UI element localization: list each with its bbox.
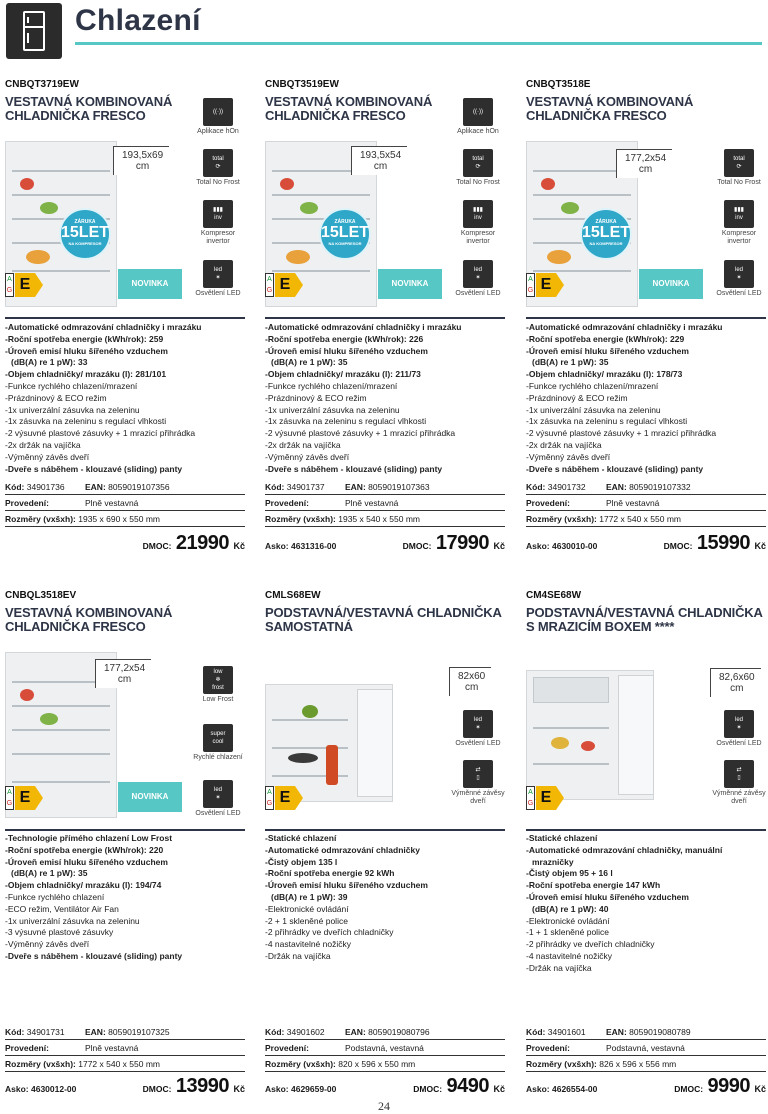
product-name: VESTAVNÁ KOMBINOVANÁ CHLADNIČKA FRESCO [5,94,173,123]
spec-item: -2 výsuvné plastové zásuvky + 1 mrazicí přihrádka [5,428,196,439]
spec-item: -Funkce rychlého chlazení/mrazení [526,380,659,391]
product-card [5,590,249,1097]
spec-item: -Držák na vajíčka [265,950,331,961]
price-row [5,1074,245,1098]
execution-line: Provedení: Podstavná, vestavná [265,1042,505,1056]
energy-label: A G E [526,786,564,810]
dimensions-line: Rozměry (vxšxh): 1935 x 690 x 550 mm [5,513,245,527]
price-row [526,1074,766,1098]
feature-app: ((·)) Aplikace hOn [449,98,507,136]
spec-item: -Čistý objem 135 l [265,856,338,867]
spec-item: -Prázdninový & ECO režim [526,392,628,403]
novinka-badge: NOVINKA [378,269,442,299]
spec-list [5,833,245,963]
spec-item: -ECO režim, Ventilátor Air Fan [5,903,119,914]
price: DMOC: 15990 Kč [663,532,766,554]
spec-item: -1x zásuvka na zeleninu s regulací vlhkosti [265,416,427,427]
warranty-badge: ZÁRUKA 15LET NA KOMPRESOR [319,208,371,260]
spec-item: -1x zásuvka na zeleninu s regulací vlhkosti [5,416,167,427]
spec-item: -2 výsuvné plastové zásuvky + 1 mrazicí přihrádka [265,428,456,439]
product-name: VESTAVNÁ KOMBINOVANÁ CHLADNIČKA FRESCO [5,605,173,634]
dimensions-label: 193,5x54 cm [351,146,407,175]
nofrost-icon: total ⟳ [203,149,233,177]
spec-item: -Elektronické ovládání [265,903,349,914]
dimensions-label: 177,2x54 cm [95,659,151,688]
spec-item: -Úroveň emisí hluku šířeného vzduchem [265,345,428,356]
price-row [5,529,245,555]
spec-item: -1x univerzální zásuvka na zeleninu [5,915,140,926]
spec-item: (dB(A) re 1 pW): 35 [271,357,348,368]
lowfrost-icon: low ❄ frost [203,666,233,694]
spec-item: -1x univerzální zásuvka na zeleninu [5,404,140,415]
spec-item: -4 nastavitelné nožičky [526,950,612,961]
supercool-icon: super cool [203,724,233,752]
code-line: Kód: 34901737 EAN: 8059019107363 [265,481,505,495]
divider [5,317,245,319]
feature-supercool: super cool Rychlé chlazení [189,724,247,762]
spec-item: -Úroveň emisí hluku šířeného vzduchem [526,345,689,356]
asko-code: Asko: 4631316-00 [265,541,337,551]
spec-item: -2 výsuvné plastové zásuvky + 1 mrazicí přihrádka [526,428,717,439]
spec-item: -Roční spotřeba energie (kWh/rok): 259 [5,333,164,344]
spec-item: -Objem chladničky/ mrazáku (l): 178/73 [526,369,683,380]
dimensions-line: Rozměry (vxšxh): 820 x 596 x 550 mm [265,1058,505,1072]
execution-line: Provedení: Plně vestavná [265,497,505,511]
energy-label: A G E [526,273,564,297]
spec-item: -1x univerzální zásuvka na zeleninu [526,404,661,415]
spec-item: -Úroveň emisí hluku šířeného vzduchem [265,880,428,891]
spec-item: -Roční spotřeba energie 92 kWh [265,868,395,879]
spec-item: -Úroveň emisí hluku šířeného vzduchem [526,891,689,902]
novinka-badge: NOVINKA [118,269,182,299]
product-name: VESTAVNÁ KOMBINOVANÁ CHLADNIČKA FRESCO [526,94,694,123]
asko-code: Asko: 4629659-00 [265,1084,337,1094]
feature-lowfrost: low ❄ frost Low Frost [189,666,247,704]
led-icon: led ✶ [203,780,233,808]
dimensions-label: 177,2x54 cm [616,149,672,178]
product-card [265,590,509,1097]
inverter-icon: ▮▮▮ inv [724,200,754,228]
inverter-icon: ▮▮▮ inv [203,200,233,228]
spec-item: -Dveře s náběhem - klouzavé (sliding) panty [265,463,443,474]
spec-item: -2 přihrádky ve dveřích chladničky [265,927,394,938]
spec-item: (dB(A) re 1 pW): 33 [11,357,88,368]
spec-item: -Roční spotřeba energie (kWh/rok): 226 [265,333,424,344]
price-row [265,529,505,555]
price-row [526,529,766,555]
spec-item: -Funkce rychlého chlazení/mrazení [5,380,138,391]
spec-item: -Výměnný závěs dveří [265,451,350,462]
feature-app: ((·)) Aplikace hOn [189,98,247,136]
price-row [265,1074,505,1098]
spec-item: (dB(A) re 1 pW): 35 [11,868,88,879]
led-icon: led ✶ [724,710,754,738]
product-code: CNBQT3519EW [265,79,339,90]
feature-inverter: ▮▮▮ inv Kompresor invertor [189,200,247,246]
fridge-icon [6,3,62,59]
spec-item: -Funkce rychlého chlazení/mrazení [265,380,398,391]
price: DMOC: 17990 Kč [402,532,505,554]
spec-item: -Výměnný závěs dveří [5,939,90,950]
wifi-icon: ((·)) [203,98,233,126]
spec-item: -2x držák na vajíčka [526,439,602,450]
product-card [265,79,509,559]
energy-label: A G E [5,786,43,810]
page-title: Chlazení [75,4,201,37]
dimensions-line: Rozměry (vxšxh): 1772 x 540 x 550 mm [526,513,766,527]
feature-inverter: ▮▮▮ inv Kompresor invertor [710,200,768,246]
execution-line: Provedení: Plně vestavná [5,497,245,511]
product-code: CNBQT3518E [526,79,591,90]
warranty-badge: ZÁRUKA 15LET NA KOMPRESOR [580,208,632,260]
novinka-badge: NOVINKA [118,782,182,812]
feature-nofrost: total ⟳ Total No Frost [710,149,768,187]
feature-nofrost: total ⟳ Total No Frost [189,149,247,187]
product-code: CNBQL3518EV [5,590,77,601]
feature-nofrost: total ⟳ Total No Frost [449,149,507,187]
dimensions-label: 82x60 cm [449,667,491,696]
spec-item: -Automatické odmrazování chladničky, manuální [526,844,723,855]
spec-item: -Výměnný závěs dveří [5,451,90,462]
spec-item: -2x držák na vajíčka [5,439,81,450]
spec-item: -Automatické odmrazování chladničky i mrazáku [526,322,723,332]
led-icon: led ✶ [203,260,233,288]
code-line: Kód: 34901736 EAN: 8059019107356 [5,481,245,495]
spec-item: -Úroveň emisí hluku šířeného vzduchem [5,345,168,356]
product-card [5,79,249,559]
spec-item: -Objem chladničky/ mrazáku (l): 194/74 [5,880,162,891]
dimensions-line: Rozměry (vxšxh): 1935 x 540 x 550 mm [265,513,505,527]
divider [5,829,245,831]
door-hinge-icon: ⇄ ▯ [463,760,493,788]
spec-item: -Automatické odmrazování chladničky i mrazáku [5,322,202,332]
spec-item: -Držák na vajíčka [526,962,592,973]
execution-line: Provedení: Plně vestavná [526,497,766,511]
price: DMOC: 13990 Kč [142,1075,245,1097]
spec-item: -2 + 1 skleněné police [265,915,348,926]
feature-inverter: ▮▮▮ inv Kompresor invertor [449,200,507,246]
feature-led: led ✶ Osvětlení LED [449,260,507,298]
spec-item: -4 nastavitelné nožičky [265,939,351,950]
code-line: Kód: 34901732 EAN: 8059019107332 [526,481,766,495]
divider [526,829,766,831]
spec-list [526,322,766,475]
spec-item: (dB(A) re 1 pW): 39 [271,891,348,902]
execution-line: Provedení: Podstavná, vestavná [526,1042,766,1056]
spec-item: -Čistý objem 95 + 16 l [526,868,613,879]
spec-list [526,833,766,975]
inverter-icon: ▮▮▮ inv [463,200,493,228]
product-name: PODSTAVNÁ/VESTAVNÁ CHLADNIČKA S MRAZICÍM BOXEM **** [526,605,763,634]
wifi-icon: ((·)) [463,98,493,126]
product-name: VESTAVNÁ KOMBINOVANÁ CHLADNIČKA FRESCO [265,94,433,123]
product-card [526,79,768,559]
spec-item: -Výměnný závěs dveří [526,451,611,462]
spec-item: -1x zásuvka na zeleninu s regulací vlhkosti [526,416,688,427]
spec-item: -1x univerzální zásuvka na zeleninu [265,404,400,415]
spec-item: -Automatické odmrazování chladničky [265,844,420,855]
page-number: 24 [378,1099,390,1113]
spec-item: -3 výsuvné plastové zásuvky [5,927,114,938]
energy-label: A G E [265,273,303,297]
divider [526,317,766,319]
energy-label: A G E [265,786,303,810]
spec-item: -Roční spotřeba energie (kWh/rok): 229 [526,333,685,344]
product-code: CNBQT3719EW [5,79,79,90]
feature-door: ⇄ ▯ Výměnné závěsy dveří [449,760,507,806]
dimensions-line: Rozměry (vxšxh): 1772 x 540 x 550 mm [5,1058,245,1072]
door-hinge-icon: ⇄ ▯ [724,760,754,788]
feature-led: led ✶ Osvětlení LED [189,260,247,298]
spec-item: -Dveře s náběhem - klouzavé (sliding) panty [5,463,183,474]
spec-item: -Elektronické ovládání [526,915,610,926]
spec-list [265,322,505,475]
divider [265,829,505,831]
price: DMOC: 9490 Kč [413,1075,505,1097]
spec-item: -1 + 1 skleněné police [526,927,609,938]
energy-label: A G E [5,273,43,297]
spec-item: -2 přihrádky ve dveřích chladničky [526,939,655,950]
spec-item: -Dveře s náběhem - klouzavé (sliding) panty [5,950,183,961]
product-code: CMLS68EW [265,590,321,601]
asko-code: Asko: 4630012-00 [5,1084,77,1094]
feature-led: led ✶ Osvětlení LED [189,780,247,818]
product-code: CM4SE68W [526,590,582,601]
price: DMOC: 21990 Kč [142,532,245,554]
product-image [526,670,654,800]
product-card [526,590,768,1097]
code-line: Kód: 34901602 EAN: 8059019080796 [265,1026,505,1040]
feature-door: ⇄ ▯ Výměnné závěsy dveří [710,760,768,806]
dimensions-label: 193,5x69 cm [113,146,169,175]
spec-item: -Statické chlazení [526,833,598,843]
spec-item: mrazničky [532,856,574,867]
asko-code: Asko: 4626554-00 [526,1084,598,1094]
spec-item: -Technologie přímého chlazení Low Frost [5,833,173,843]
product-image [265,684,393,802]
novinka-badge: NOVINKA [639,269,703,299]
feature-led: led ✶ Osvětlení LED [710,710,768,748]
title-divider [75,42,762,45]
spec-item: -Objem chladničky/ mrazáku (l): 211/73 [265,369,421,380]
spec-item: -2x držák na vajíčka [265,439,341,450]
spec-item: -Prázdninový & ECO režim [5,392,107,403]
spec-item: -Statické chlazení [265,833,337,843]
warranty-badge: ZÁRUKA 15LET NA KOMPRESOR [59,208,111,260]
spec-item: -Úroveň emisí hluku šířeného vzduchem [5,856,168,867]
dimensions-line: Rozměry (vxšxh): 826 x 596 x 556 mm [526,1058,766,1072]
led-icon: led ✶ [463,260,493,288]
led-icon: led ✶ [724,260,754,288]
spec-item: (dB(A) re 1 pW): 35 [532,357,609,368]
nofrost-icon: total ⟳ [463,149,493,177]
spec-item: (dB(A) re 1 pW): 40 [532,903,609,914]
spec-item: -Automatické odmrazování chladničky i mrazáku [265,322,462,332]
divider [265,317,505,319]
spec-list [5,322,245,475]
nofrost-icon: total ⟳ [724,149,754,177]
feature-led: led ✶ Osvětlení LED [449,710,507,748]
spec-item: -Dveře s náběhem - klouzavé (sliding) panty [526,463,704,474]
spec-item: -Roční spotřeba energie (kWh/rok): 220 [5,844,164,855]
spec-item: -Objem chladničky/ mrazáku (l): 281/101 [5,369,167,380]
led-icon: led ✶ [463,710,493,738]
execution-line: Provedení: Plně vestavná [5,1042,245,1056]
spec-item: -Roční spotřeba energie 147 kWh [526,880,661,891]
spec-list [265,833,505,963]
spec-item: -Funkce rychlého chlazení [5,891,105,902]
spec-item: -Prázdninový & ECO režim [265,392,367,403]
code-line: Kód: 34901601 EAN: 8059019080789 [526,1026,766,1040]
price: DMOC: 9990 Kč [674,1075,766,1097]
asko-code: Asko: 4630010-00 [526,541,598,551]
dimensions-label: 82,6x60 cm [710,668,761,697]
code-line: Kód: 34901731 EAN: 8059019107325 [5,1026,245,1040]
feature-led: led ✶ Osvětlení LED [710,260,768,298]
product-name: PODSTAVNÁ/VESTAVNÁ CHLADNIČKA SAMOSTATNÁ [265,605,502,634]
